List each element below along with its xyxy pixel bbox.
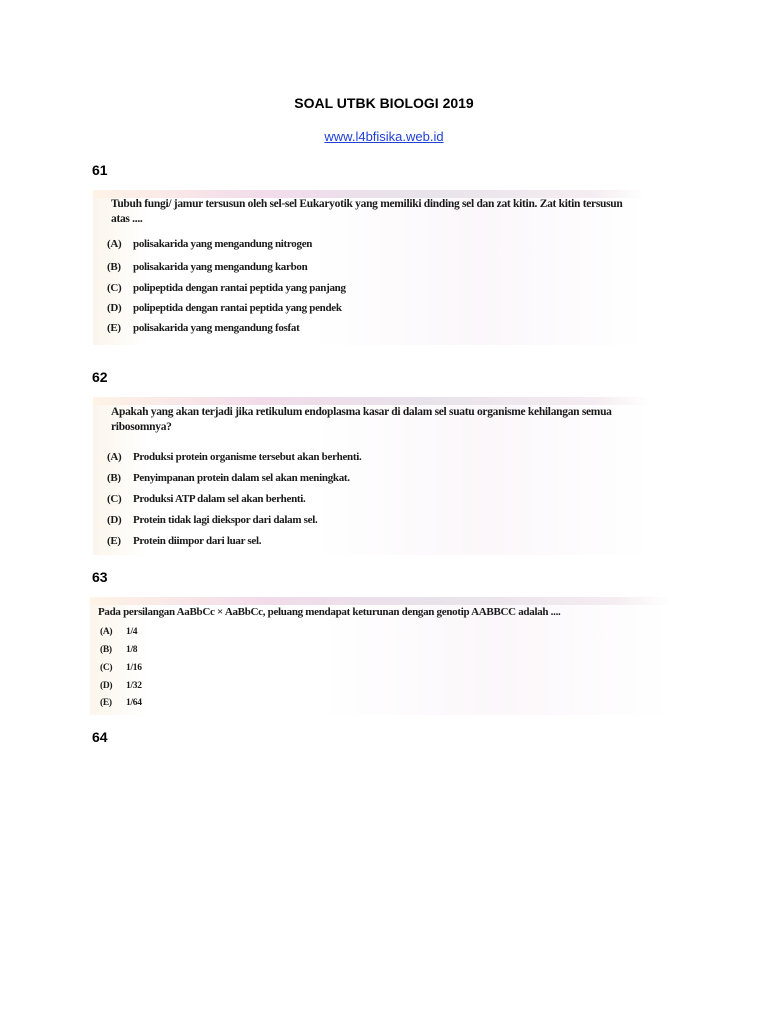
page-title: SOAL UTBK BIOLOGI 2019 [294, 95, 474, 111]
question-number: 63 [92, 569, 108, 585]
option: (E) 1/64 [100, 698, 142, 708]
option: (E) polisakarida yang mengandung fosfat [107, 322, 300, 334]
question-number: 61 [92, 162, 108, 178]
question-text: Pada persilangan AaBbCc × AaBbCc, peluang mendapat keturunan dengan genotip AABBCC adalah .... [98, 606, 561, 618]
option: (E) Protein diimpor dari luar sel. [107, 535, 262, 547]
option: (B) Penyimpanan protein dalam sel akan meningkat. [107, 472, 350, 484]
option: (C) polipeptida dengan rantai peptida yang panjang [107, 282, 346, 294]
question-image-61 [93, 190, 645, 345]
option: (D) Protein tidak lagi diekspor dari dalam sel. [107, 514, 318, 526]
question-image-63 [90, 597, 670, 715]
website-link-wrap [0, 129, 768, 144]
question-number: 62 [92, 369, 108, 385]
option: (A) 1/4 [100, 627, 138, 637]
option: (A) Produksi protein organisme tersebut akan berhenti. [107, 451, 362, 463]
option: (D) 1/32 [100, 681, 142, 691]
option: (D) polipeptida dengan rantai peptida yang pendek [107, 302, 342, 314]
option: (C) 1/16 [100, 663, 142, 673]
option: (B) polisakarida yang mengandung karbon [107, 261, 308, 273]
option: (B) 1/8 [100, 645, 138, 655]
question-text: Apakah yang akan terjadi jika retikulum endoplasma kasar di dalam sel suatu organisme kehilangan semua ribosomnya? [111, 406, 612, 433]
question-text: Tubuh fungi/ jamur tersusun oleh sel-sel Eukaryotik yang memiliki dinding sel dan zat kitin. Zat kitin tersusun atas .... [111, 198, 623, 225]
question-image-62 [93, 397, 650, 555]
question-number: 64 [92, 729, 108, 745]
option: (A) polisakarida yang mengandung nitrogen [107, 238, 313, 250]
option: (C) Produksi ATP dalam sel akan berhenti. [107, 493, 306, 505]
website-link[interactable]: www.l4bfisika.web.id [324, 129, 444, 144]
